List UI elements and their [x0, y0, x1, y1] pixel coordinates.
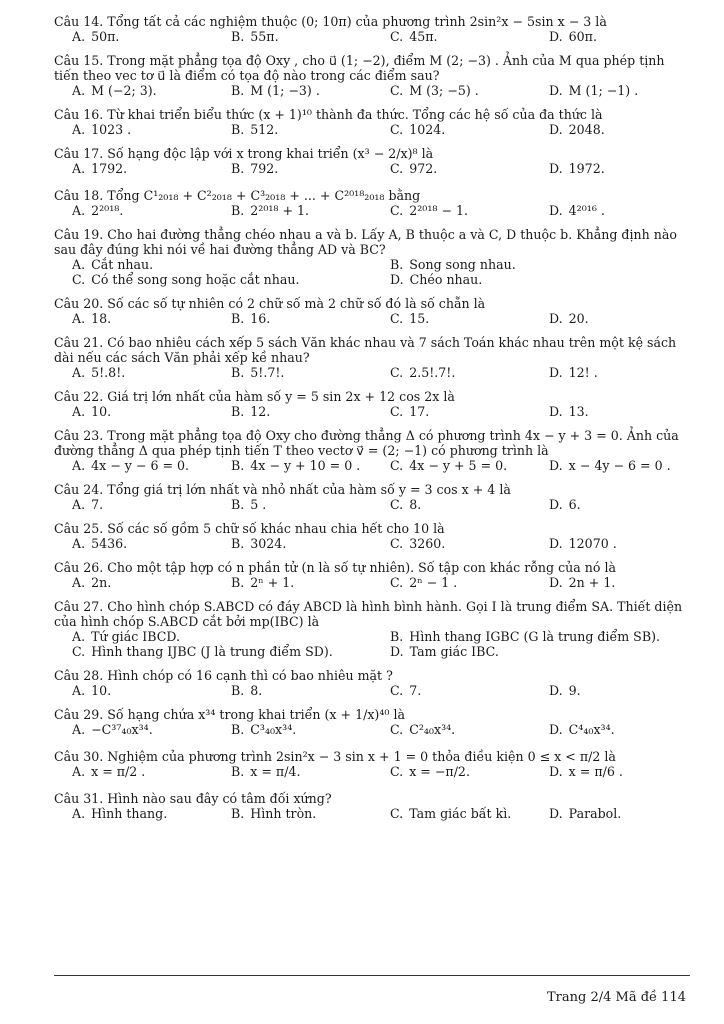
- option-text: x = π/6 .: [568, 764, 623, 779]
- question-stem: Câu 14. Tổng tất cả các nghiệm thuộc (0; 10π) của phương trình 2sin²x − 5sin x − 3 là: [54, 14, 607, 29]
- question-item: [54, 599, 690, 659]
- option-letter: B.: [231, 404, 245, 419]
- option-letter: D.: [549, 497, 563, 512]
- answer-option: [213, 575, 372, 590]
- option-letter: A.: [72, 29, 86, 44]
- option-letter: A.: [72, 497, 86, 512]
- option-letter: C.: [390, 575, 404, 590]
- option-text: 12! .: [568, 365, 598, 380]
- answer-option: [372, 365, 531, 380]
- option-text: Hình thang.: [91, 806, 168, 821]
- answer-option: [531, 365, 690, 380]
- answer-option: [54, 203, 213, 218]
- answer-options: [54, 83, 690, 98]
- option-text: 1792.: [91, 161, 128, 176]
- option-letter: B.: [231, 497, 245, 512]
- question-stem: Câu 17. Số hạng độc lập với x trong khai triển (x³ − 2/x)⁸ là: [54, 146, 434, 161]
- option-letter: B.: [231, 683, 245, 698]
- answer-option: [54, 404, 213, 419]
- answer-option: [213, 458, 372, 473]
- option-letter: B.: [231, 806, 245, 821]
- question-item: [54, 14, 690, 44]
- answer-options: [54, 458, 690, 473]
- footer-divider: [54, 975, 690, 976]
- answer-option: [54, 365, 213, 380]
- option-letter: C.: [390, 161, 404, 176]
- option-letter: A.: [72, 764, 86, 779]
- answer-option: [372, 458, 531, 473]
- answer-options: [54, 203, 690, 218]
- option-letter: D.: [549, 122, 563, 137]
- answer-option: [531, 203, 690, 218]
- answer-option: [54, 575, 213, 590]
- option-text: 4x − y + 10 = 0 .: [250, 458, 361, 473]
- answer-option: [213, 311, 372, 326]
- question-item: [54, 521, 690, 551]
- option-text: Tam giác bất kì.: [409, 806, 512, 821]
- question-item: [54, 749, 690, 779]
- question-stem: Câu 23. Trong mặt phẳng tọa độ Oxy cho đường thẳng Δ có phương trình 4x − y + 3 = 0. Ảnh của đường thẳng Δ qua phép tịnh tiến T theo vectơ v⃗ = (2; −1) có phương trình là: [54, 428, 679, 458]
- question-item: [54, 227, 690, 287]
- question-item: [54, 335, 690, 380]
- answer-option: [531, 764, 690, 779]
- answer-option: [54, 29, 213, 44]
- option-letter: D.: [549, 311, 563, 326]
- option-text: 13.: [568, 404, 589, 419]
- answer-option: [54, 272, 372, 287]
- answer-option: [372, 575, 531, 590]
- answer-options: [54, 161, 690, 176]
- option-text: 2²⁰¹⁸.: [91, 203, 124, 218]
- answer-option: [531, 683, 690, 698]
- option-text: M (−2; 3).: [91, 83, 157, 98]
- option-text: Hình thang IGBC (G là trung điểm SB).: [409, 629, 660, 644]
- option-letter: C.: [390, 83, 404, 98]
- option-text: M (1; −1) .: [568, 83, 639, 98]
- answer-options: [54, 497, 690, 512]
- option-letter: C.: [390, 365, 404, 380]
- option-text: 972.: [409, 161, 438, 176]
- answer-option: [372, 257, 690, 272]
- answer-option: [213, 29, 372, 44]
- question-item: [54, 188, 690, 218]
- option-letter: A.: [72, 536, 86, 551]
- option-text: C⁴₄₀x³⁴.: [568, 722, 615, 737]
- answer-option: [54, 122, 213, 137]
- option-text: Chéo nhau.: [409, 272, 483, 287]
- option-letter: C.: [390, 122, 404, 137]
- question-stem: Câu 16. Từ khai triển biểu thức (x + 1)¹⁰ thành đa thức. Tổng các hệ số của đa thức là: [54, 107, 603, 122]
- answer-options: [54, 764, 690, 779]
- option-text: 1023 .: [91, 122, 132, 137]
- option-text: 1972.: [568, 161, 605, 176]
- option-text: 50π.: [91, 29, 120, 44]
- option-text: 10.: [91, 404, 112, 419]
- option-letter: A.: [72, 257, 86, 272]
- option-letter: A.: [72, 722, 86, 737]
- answer-options: [54, 365, 690, 380]
- answer-option: [213, 683, 372, 698]
- option-letter: A.: [72, 575, 86, 590]
- option-text: 10.: [91, 683, 112, 698]
- answer-option: [213, 497, 372, 512]
- answer-option: [531, 83, 690, 98]
- option-text: 60π.: [568, 29, 597, 44]
- answer-option: [372, 404, 531, 419]
- option-text: 2ⁿ + 1.: [250, 575, 295, 590]
- question-item: [54, 707, 690, 737]
- answer-option: [372, 497, 531, 512]
- question-list: [54, 14, 690, 821]
- option-letter: D.: [390, 272, 404, 287]
- option-text: 3024.: [250, 536, 287, 551]
- question-stem: Câu 15. Trong mặt phẳng tọa độ Oxy , cho u⃗ (1; −2), điểm M (2; −3) . Ảnh của M qua phép tịnh tiến theo vec tơ u⃗ là điểm có tọa độ nào trong các điểm sau?: [54, 53, 665, 83]
- option-letter: C.: [390, 536, 404, 551]
- answer-option: [54, 257, 372, 272]
- option-letter: A.: [72, 683, 86, 698]
- answer-options: [54, 257, 690, 287]
- answer-option: [54, 83, 213, 98]
- option-letter: B.: [231, 122, 245, 137]
- answer-option: [531, 575, 690, 590]
- option-text: C²₄₀x³⁴.: [409, 722, 456, 737]
- option-text: x = π/4.: [250, 764, 301, 779]
- option-letter: D.: [549, 29, 563, 44]
- option-text: 16.: [250, 311, 271, 326]
- question-item: [54, 791, 690, 821]
- answer-option: [372, 272, 690, 287]
- option-letter: A.: [72, 203, 86, 218]
- option-text: 2n + 1.: [568, 575, 616, 590]
- option-text: M (3; −5) .: [409, 83, 479, 98]
- answer-options: [54, 404, 690, 419]
- answer-option: [54, 806, 213, 821]
- option-letter: A.: [72, 161, 86, 176]
- question-item: [54, 560, 690, 590]
- option-text: 2²⁰¹⁸ + 1.: [250, 203, 310, 218]
- answer-options: [54, 722, 690, 737]
- option-text: Parabol.: [568, 806, 622, 821]
- question-stem: Câu 21. Có bao nhiêu cách xếp 5 sách Văn khác nhau và 7 sách Toán khác nhau trên một kệ sách dài nếu các sách Văn phải xếp kề nhau?: [54, 335, 677, 365]
- option-letter: A.: [72, 458, 86, 473]
- option-text: 2.5!.7!.: [409, 365, 456, 380]
- option-letter: C.: [390, 311, 404, 326]
- question-stem: Câu 29. Số hạng chứa x³⁴ trong khai triển (x + 1/x)⁴⁰ là: [54, 707, 405, 722]
- answer-options: [54, 629, 690, 659]
- answer-option: [531, 404, 690, 419]
- option-letter: B.: [231, 161, 245, 176]
- question-item: [54, 668, 690, 698]
- option-letter: A.: [72, 83, 86, 98]
- option-letter: B.: [390, 257, 404, 272]
- answer-option: [213, 404, 372, 419]
- answer-option: [372, 122, 531, 137]
- answer-option: [372, 683, 531, 698]
- option-letter: A.: [72, 806, 86, 821]
- answer-option: [213, 83, 372, 98]
- option-letter: D.: [549, 203, 563, 218]
- option-text: 7.: [91, 497, 104, 512]
- answer-option: [54, 764, 213, 779]
- option-text: 6.: [568, 497, 581, 512]
- option-letter: D.: [549, 458, 563, 473]
- option-text: 4²⁰¹⁶ .: [568, 203, 605, 218]
- option-text: Song song nhau.: [409, 257, 516, 272]
- option-letter: D.: [549, 536, 563, 551]
- option-letter: C.: [390, 404, 404, 419]
- option-text: 8.: [250, 683, 263, 698]
- option-letter: D.: [549, 404, 563, 419]
- option-letter: C.: [390, 722, 404, 737]
- option-letter: D.: [549, 722, 563, 737]
- option-letter: A.: [72, 311, 86, 326]
- question-stem: Câu 22. Giá trị lớn nhất của hàm số y = 5 sin 2x + 12 cos 2x là: [54, 389, 455, 404]
- answer-option: [54, 458, 213, 473]
- answer-option: [372, 629, 690, 644]
- option-text: 5!.8!.: [91, 365, 126, 380]
- answer-options: [54, 806, 690, 821]
- option-text: 1024.: [409, 122, 446, 137]
- question-stem: Câu 24. Tổng giá trị lớn nhất và nhỏ nhất của hàm số y = 3 cos x + 4 là: [54, 482, 511, 497]
- option-text: 55π.: [250, 29, 279, 44]
- question-stem: Câu 26. Cho một tập hợp có n phần tử (n là số tự nhiên). Số tập con khác rỗng của nó là: [54, 560, 617, 575]
- option-text: −C³⁷₄₀x³⁴.: [91, 722, 153, 737]
- option-text: 2ⁿ − 1 .: [409, 575, 458, 590]
- option-text: Có thể song song hoặc cắt nhau.: [91, 272, 300, 287]
- option-text: Hình thang IJBC (J là trung điểm SD).: [91, 644, 333, 659]
- option-text: 512.: [250, 122, 279, 137]
- answer-option: [372, 161, 531, 176]
- option-text: 2048.: [568, 122, 605, 137]
- option-text: 20.: [568, 311, 589, 326]
- option-letter: D.: [549, 806, 563, 821]
- answer-option: [54, 161, 213, 176]
- option-letter: C.: [390, 29, 404, 44]
- answer-option: [54, 629, 372, 644]
- option-letter: C.: [390, 764, 404, 779]
- option-text: 17.: [409, 404, 430, 419]
- option-text: 5 .: [250, 497, 267, 512]
- question-item: [54, 146, 690, 176]
- answer-option: [54, 644, 372, 659]
- answer-option: [213, 722, 372, 737]
- option-text: Tứ giác IBCD.: [91, 629, 181, 644]
- option-letter: C.: [72, 644, 86, 659]
- question-stem: Câu 18. Tổng C¹₂₀₁₈ + C²₂₀₁₈ + C³₂₀₁₈ + ... + C²⁰¹⁸₂₀₁₈ bằng: [54, 188, 421, 203]
- option-letter: C.: [72, 272, 86, 287]
- answer-option: [54, 722, 213, 737]
- option-letter: D.: [549, 764, 563, 779]
- question-stem: Câu 27. Cho hình chóp S.ABCD có đáy ABCD là hình bình hành. Gọi I là trung điểm SA. Thiết diện của hình chóp S.ABCD cắt bởi mp(IBC) là: [54, 599, 683, 629]
- answer-option: [372, 83, 531, 98]
- answer-option: [54, 683, 213, 698]
- option-letter: B.: [231, 203, 245, 218]
- answer-options: [54, 575, 690, 590]
- option-text: C³₄₀x³⁴.: [250, 722, 297, 737]
- option-letter: C.: [390, 683, 404, 698]
- option-letter: A.: [72, 365, 86, 380]
- option-letter: B.: [231, 458, 245, 473]
- answer-option: [213, 764, 372, 779]
- question-item: [54, 482, 690, 512]
- option-letter: A.: [72, 404, 86, 419]
- option-text: 7.: [409, 683, 422, 698]
- answer-options: [54, 311, 690, 326]
- option-text: 5436.: [91, 536, 128, 551]
- answer-options: [54, 683, 690, 698]
- option-letter: D.: [549, 575, 563, 590]
- answer-option: [213, 365, 372, 380]
- answer-option: [372, 764, 531, 779]
- option-letter: A.: [72, 122, 86, 137]
- option-text: 5!.7!.: [250, 365, 285, 380]
- option-text: x − 4y − 6 = 0 .: [568, 458, 671, 473]
- option-text: 2²⁰¹⁸ − 1.: [409, 203, 468, 218]
- option-text: 45π.: [409, 29, 438, 44]
- option-text: 4x − y − 6 = 0.: [91, 458, 190, 473]
- answer-option: [531, 536, 690, 551]
- answer-option: [213, 203, 372, 218]
- answer-option: [372, 644, 690, 659]
- option-letter: D.: [549, 683, 563, 698]
- option-letter: B.: [231, 83, 245, 98]
- answer-options: [54, 122, 690, 137]
- answer-option: [531, 806, 690, 821]
- option-text: 8.: [409, 497, 422, 512]
- option-letter: B.: [231, 764, 245, 779]
- answer-option: [213, 122, 372, 137]
- question-item: [54, 428, 690, 473]
- option-text: 3260.: [409, 536, 446, 551]
- answer-option: [372, 311, 531, 326]
- option-letter: B.: [231, 536, 245, 551]
- answer-option: [531, 458, 690, 473]
- question-stem: Câu 19. Cho hai đường thẳng chéo nhau a và b. Lấy A, B thuộc a và C, D thuộc b. Khẳng định nào sau đây đúng khi nói về hai đường thẳng AD và BC?: [54, 227, 677, 257]
- answer-option: [213, 806, 372, 821]
- option-letter: D.: [549, 83, 563, 98]
- question-item: [54, 389, 690, 419]
- option-text: Hình tròn.: [250, 806, 317, 821]
- option-text: x = −π/2.: [409, 764, 470, 779]
- page-footer: Trang 2/4 Mã đề 114: [547, 990, 686, 1005]
- option-letter: B.: [231, 575, 245, 590]
- option-text: Cắt nhau.: [91, 257, 154, 272]
- answer-option: [54, 536, 213, 551]
- option-text: 792.: [250, 161, 279, 176]
- answer-option: [54, 497, 213, 512]
- option-text: 9.: [568, 683, 581, 698]
- option-text: 2n.: [91, 575, 112, 590]
- option-text: 12070 .: [568, 536, 617, 551]
- option-letter: D.: [390, 644, 404, 659]
- answer-options: [54, 536, 690, 551]
- option-text: 12.: [250, 404, 271, 419]
- answer-option: [531, 311, 690, 326]
- option-letter: A.: [72, 629, 86, 644]
- answer-option: [213, 536, 372, 551]
- answer-option: [531, 722, 690, 737]
- answer-option: [531, 161, 690, 176]
- option-text: x = π/2 .: [91, 764, 146, 779]
- question-item: [54, 53, 690, 98]
- option-letter: C.: [390, 458, 404, 473]
- option-letter: D.: [549, 365, 563, 380]
- option-letter: B.: [231, 722, 245, 737]
- option-text: Tam giác IBC.: [409, 644, 499, 659]
- option-letter: B.: [231, 311, 245, 326]
- option-letter: D.: [549, 161, 563, 176]
- answer-option: [213, 161, 372, 176]
- answer-option: [531, 497, 690, 512]
- answer-option: [372, 29, 531, 44]
- option-text: 18.: [91, 311, 112, 326]
- option-letter: C.: [390, 806, 404, 821]
- option-letter: B.: [390, 629, 404, 644]
- option-text: 15.: [409, 311, 430, 326]
- answer-option: [531, 122, 690, 137]
- question-stem: Câu 30. Nghiệm của phương trình 2sin²x − 3 sin x + 1 = 0 thỏa điều kiện 0 ≤ x < π/2 là: [54, 749, 616, 764]
- answer-option: [372, 203, 531, 218]
- question-stem: Câu 28. Hình chóp có 16 cạnh thì có bao nhiêu mặt ?: [54, 668, 393, 683]
- answer-option: [531, 29, 690, 44]
- question-stem: Câu 31. Hình nào sau đây có tâm đối xứng?: [54, 791, 332, 806]
- option-letter: B.: [231, 365, 245, 380]
- question-stem: Câu 20. Số các số tự nhiên có 2 chữ số mà 2 chữ số đó là số chẵn là: [54, 296, 486, 311]
- option-text: 4x − y + 5 = 0.: [409, 458, 508, 473]
- option-text: M (1; −3) .: [250, 83, 320, 98]
- question-item: [54, 107, 690, 137]
- answer-option: [372, 722, 531, 737]
- answer-option: [372, 536, 531, 551]
- answer-option: [372, 806, 531, 821]
- option-letter: C.: [390, 203, 404, 218]
- question-item: [54, 296, 690, 326]
- question-stem: Câu 25. Số các số gồm 5 chữ số khác nhau chia hết cho 10 là: [54, 521, 445, 536]
- answer-option: [54, 311, 213, 326]
- option-letter: C.: [390, 497, 404, 512]
- option-letter: B.: [231, 29, 245, 44]
- answer-options: [54, 29, 690, 44]
